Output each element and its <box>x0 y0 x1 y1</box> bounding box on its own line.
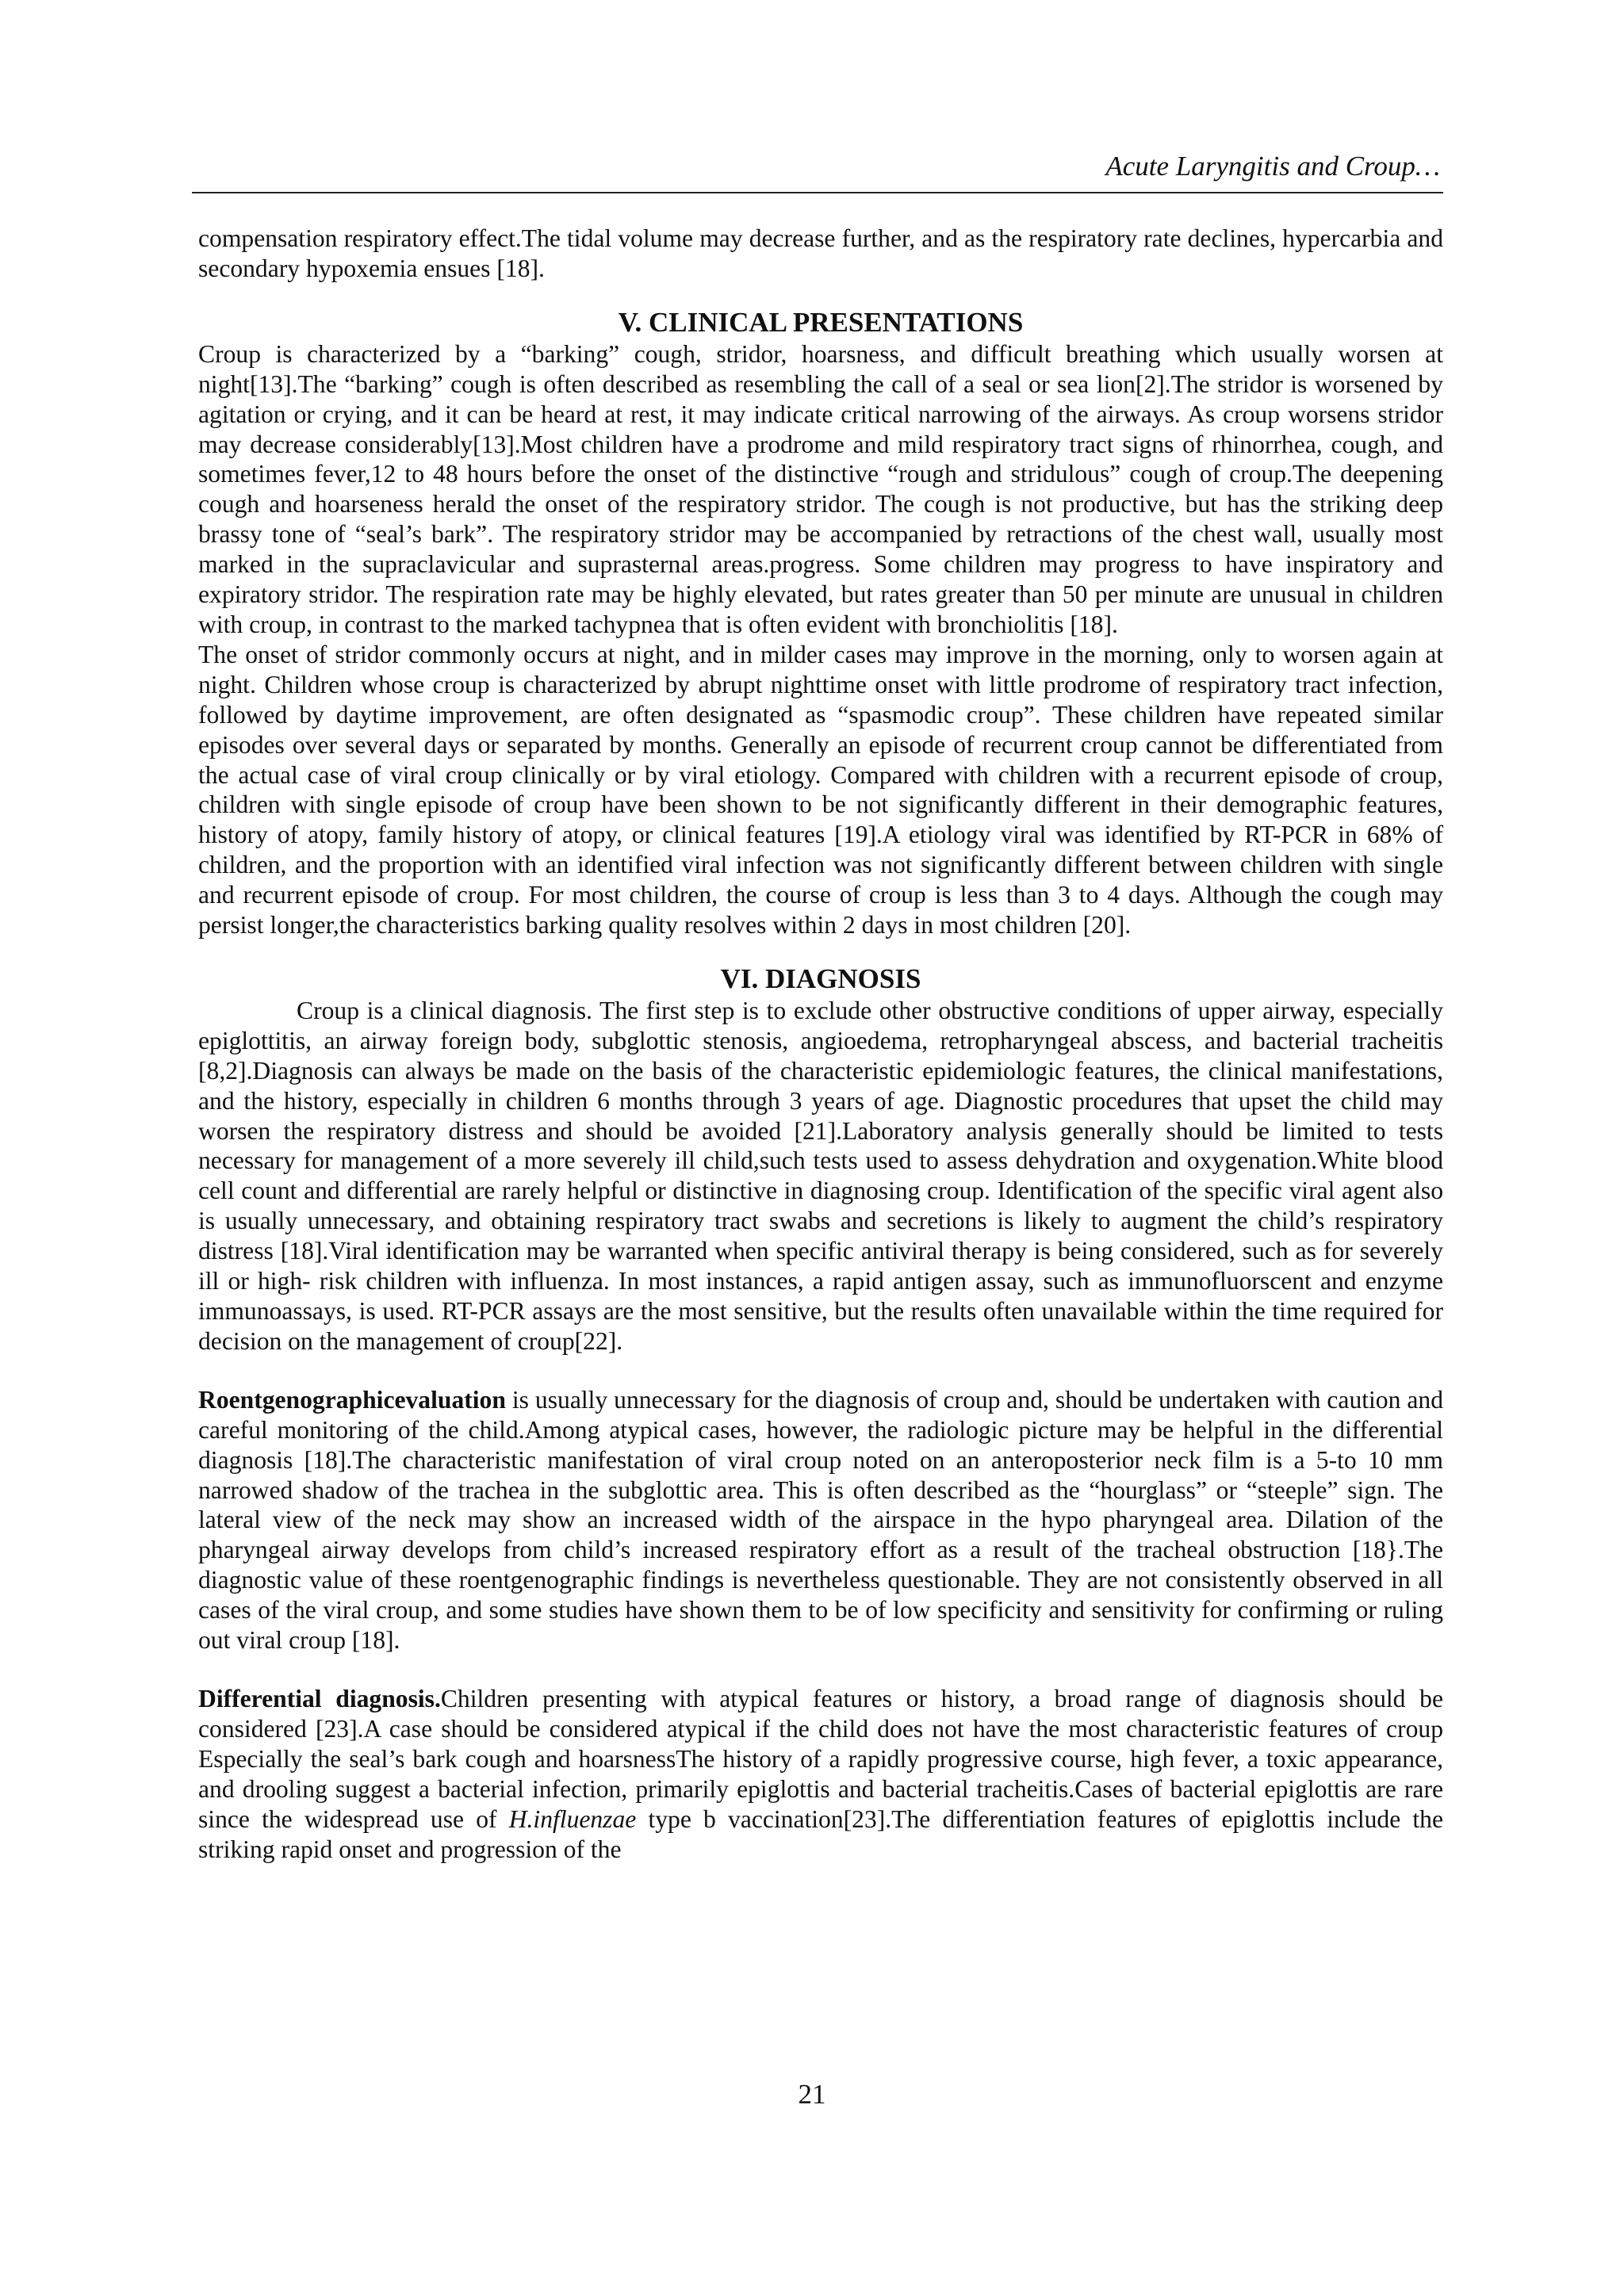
page-number: 21 <box>798 2079 826 2110</box>
differential-text-2: type b vaccination[23].The differentiation features of epiglottis include the striking rapid onset and progression of the <box>198 1804 1443 1863</box>
running-title: Acute Laryngitis and Croup… <box>1105 151 1440 182</box>
differential-label: Differential diagnosis. <box>198 1684 441 1712</box>
roentgen-paragraph <box>198 1385 1443 1655</box>
differential-text-1: Children presenting with atypical features or history, a broad range of diagnosis should be considered [23].A case should be considered atypical if the child does not have the most characteristic features of croup Especially the seal’s bark cough and hoarsnessThe history of a rapidly progressive course, high fever, a toxic appearance, and drooling suggest a bacterial infection, primarily epiglottis and bacterial tracheitis.Cases of bacterial epiglottis are rare since the widespread use of <box>198 1684 1443 1833</box>
roentgen-text: is usually unnecessary for the diagnosis of croup and, should be undertaken with caution and careful monitoring of the child.Among atypical cases, however, the radiologic picture may be helpful in the differential diagnosis [18].The characteristic manifestation of viral croup noted on an anteroposterior neck film is a 5-to 10 mm narrowed shadow of the trachea in the subglottic area. This is often described as the “hourglass” or “steeple” sign. The lateral view of the neck may show an increased width of the airspace in the hypo pharyngeal area. Dilation of the pharyngeal airway develops from child’s increased respiratory effort as a result of the tracheal obstruction [18}.The diagnostic value of these roentgenographic findings is nevertheless questionable. They are not consistently observed in all cases of the viral croup, and some studies have shown them to be of low specificity and sensitivity for confirming or ruling out viral croup [18]. <box>198 1385 1443 1655</box>
differential-italic-term: H.influenzae <box>508 1804 637 1833</box>
running-header <box>192 151 1443 193</box>
intro-paragraph: compensation respiratory effect.The tidal volume may decrease further, and as the respiratory rate declines, hypercarbia and secondary hypoxemia ensues [18]. <box>198 224 1443 282</box>
page-body <box>198 224 1443 1864</box>
section-heading-diagnosis: VI. DIAGNOSIS <box>720 962 921 994</box>
roentgen-label: Roentgenographicevaluation <box>198 1385 506 1414</box>
diagnosis-paragraph-1: Croup is a clinical diagnosis. The first step is to exclude other obstructive conditions of upper airway, especially epiglottitis, an airway foreign body, subglottic stenosis, angioedema, retropharyngeal abscess, and bacterial tracheitis [8,2].Diagnosis can always be made on the basis of the characteristic epidemiologic features, the clinical manifestations, and the history, especially in children 6 months through 3 years of age. Diagnostic procedures that upset the child may worsen the respiratory distress and should be avoided [21].Laboratory analysis generally should be limited to tests necessary for management of a more severely ill child,such tests used to assess dehydration and oxygenation.White blood cell count and differential are rarely helpful or distinctive in diagnosing croup. Identification of the specific viral agent also is usually unnecessary, and obtaining respiratory tract swabs and secretions is likely to augment the child’s respiratory distress [18].Viral identification may be warranted when specific antiviral therapy is being considered, such as for severely ill or high- risk children with influenza. In most instances, a rapid antigen assay, such as immunofluorscent and enzyme immunoassays, is used. RT-PCR assays are the most sensitive, but the results often unavailable within the time required for decision on the management of croup[22]. <box>198 996 1443 1355</box>
differential-paragraph <box>198 1684 1443 1864</box>
clinical-paragraph-2: The onset of stridor commonly occurs at night, and in milder cases may improve in the morning, only to worsen again at night. Children whose croup is characterized by abrupt nighttime onset with little prodrome of respiratory tract infection, followed by daytime improvement, are often designated as “spasmodic croup”. These children have repeated similar episodes over several days or separated by months. Generally an episode of recurrent croup cannot be differentiated from the actual case of viral croup clinically or by viral etiology. Compared with children with a recurrent episode of croup, children with single episode of croup have been shown to be not significantly different in their demographic features, history of atopy, family history of atopy, or clinical features [19].A etiology viral was identified by RT-PCR in 68% of children, and the proportion with an identified viral infection was not significantly different between children with single and recurrent episode of croup. For most children, the course of croup is less than 3 to 4 days. Although the cough may persist longer,the characteristics barking quality resolves within 2 days in most children [20]. <box>198 640 1443 939</box>
section-heading-clinical-presentations: V. CLINICAL PRESENTATIONS <box>618 306 1024 338</box>
clinical-paragraph-1: Croup is characterized by a “barking” cough, stridor, hoarsness, and difficult breathing which usually worsen at night[13].The “barking” cough is often described as resembling the call of a seal or sea lion[2].The stridor is worsened by agitation or crying, and it can be heard at rest, it may indicate critical narrowing of the airways. As croup worsens stridor may decrease considerably[13].Most children have a prodrome and mild respiratory tract signs of rhinorrhea, cough, and sometimes fever,12 to 48 hours before the onset of the distinctive “rough and stridulous” cough of croup.The deepening cough and hoarseness herald the onset of the respiratory stridor. The cough is not productive, but has the striking deep brassy tone of “seal’s bark”. The respiratory stridor may be accompanied by retractions of the chest wall, usually most marked in the supraclavicular and suprasternal areas.progress. Some children may progress to have inspiratory and expiratory stridor. The respiration rate may be highly elevated, but rates greater than 50 per minute are unusual in children with croup, in contrast to the marked tachypnea that is often evident with bronchiolitis [18]. <box>198 339 1443 638</box>
